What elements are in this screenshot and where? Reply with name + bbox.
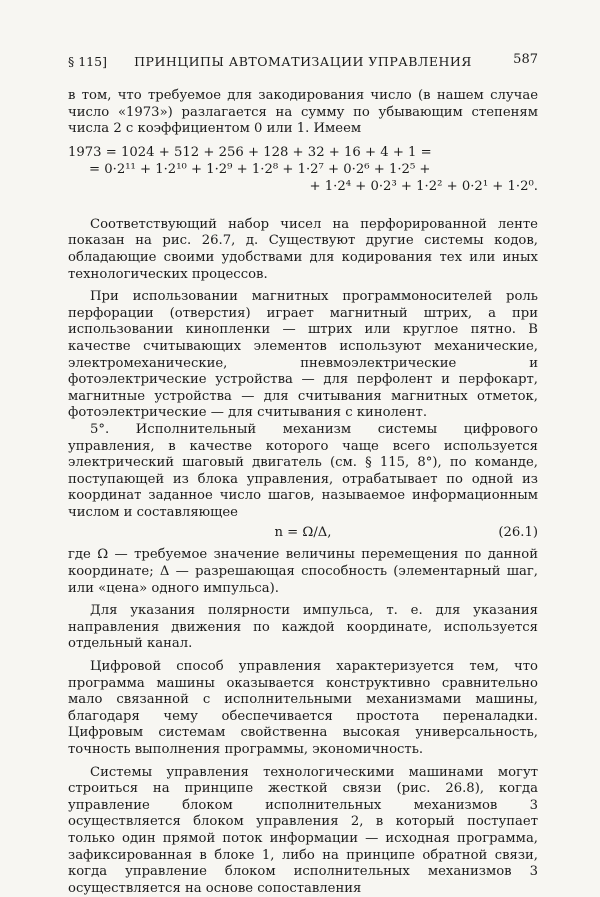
page-body <box>68 88 538 897</box>
paragraph-1: в том, что требуемое для закодирования число (в нашем случае число «1973») разлагается на сумму по убывающим степеням числа 2 с коэффициентом 0 или 1. Имеем <box>68 88 538 137</box>
binary-expansion-formula <box>68 144 538 195</box>
running-header <box>68 54 538 72</box>
formula-line-3: + 1·2⁴ + 0·2³ + 1·2² + 0·2¹ + 1·2⁰. <box>309 178 538 194</box>
chapter-title: ПРИНЦИПЫ АВТОМАТИЗАЦИИ УПРАВЛЕНИЯ <box>134 54 472 69</box>
equation-number: (26.1) <box>498 525 538 541</box>
equation-26-1 <box>68 525 538 545</box>
paragraph-7: Цифровой способ управления характеризуется тем, что программа машины оказывается конструктивно сравнительно мало связанной с исполнительными механизмами машины, благодаря чему обеспечивается простота переналадки. Цифровым системам свойственна высокая универсальность, точность выполнения программы, экономичность. <box>68 659 538 757</box>
paragraph-5: где Ω — требуемое значение величины перемещения по данной координате; Δ — разрешающая способность (элементарный шаг, или «цена» одного импульса). <box>68 547 538 596</box>
formula-line-2: = 0·2¹¹ + 1·2¹⁰ + 1·2⁹ + 1·2⁸ + 1·2⁷ + 0·2⁶ + 1·2⁵ + <box>89 161 431 177</box>
page-number: 587 <box>513 52 538 67</box>
paragraph-2: Соответствующий набор чисел на перфорированной ленте показан на рис. 26.7, д. Существуют другие системы кодов, обладающие своими удобствами для кодирования тех или иных технологических процессов. <box>68 216 538 282</box>
paragraph-6: Для указания полярности импульса, т. е. для указания направления движения по каждой координате, используется отдельный канал. <box>68 603 538 652</box>
equation-text: n = Ω/Δ, <box>274 525 332 541</box>
formula-line-1: 1973 = 1024 + 512 + 256 + 128 + 32 + 16 + 4 + 1 = <box>68 144 432 160</box>
paragraph-3: При использовании магнитных программоносителей роль перфорации (отверстия) играет магнитный штрих, а при использовании кинопленки — штрих или круглое пятно. В качестве считывающих элементов используют механические, электромеханические, пневмоэлектрические и фотоэлектрические устройства — для перфолент и перфокарт, магнитные устройства — для считывания магнитных отметок, фотоэлектрические — для считывания с кинолент. <box>68 289 538 421</box>
paragraph-4: 5°. Исполнительный механизм системы цифрового управления, в качестве которого чаще всего используется электрический шаговый двигатель (см. § 115, 8°), по команде, поступающей из блока управления, отрабатывает по одной из координат заданное число шагов, называемое информационным числом и составляющее <box>68 421 538 520</box>
section-reference: § 115] <box>68 54 107 69</box>
paragraph-8: Системы управления технологическими машинами могут строиться на принципе жесткой связи (рис. 26.8), когда управление блоком исполнительных механизмов 3 осуществляется блоком управления 2, в который поступает только один прямой поток информации — исходная программа, зафиксированная в блоке 1, либо на принципе обратной связи, когда управление блоком исполнительных механизмов 3 осуществляется на основе сопоставления <box>68 764 538 896</box>
